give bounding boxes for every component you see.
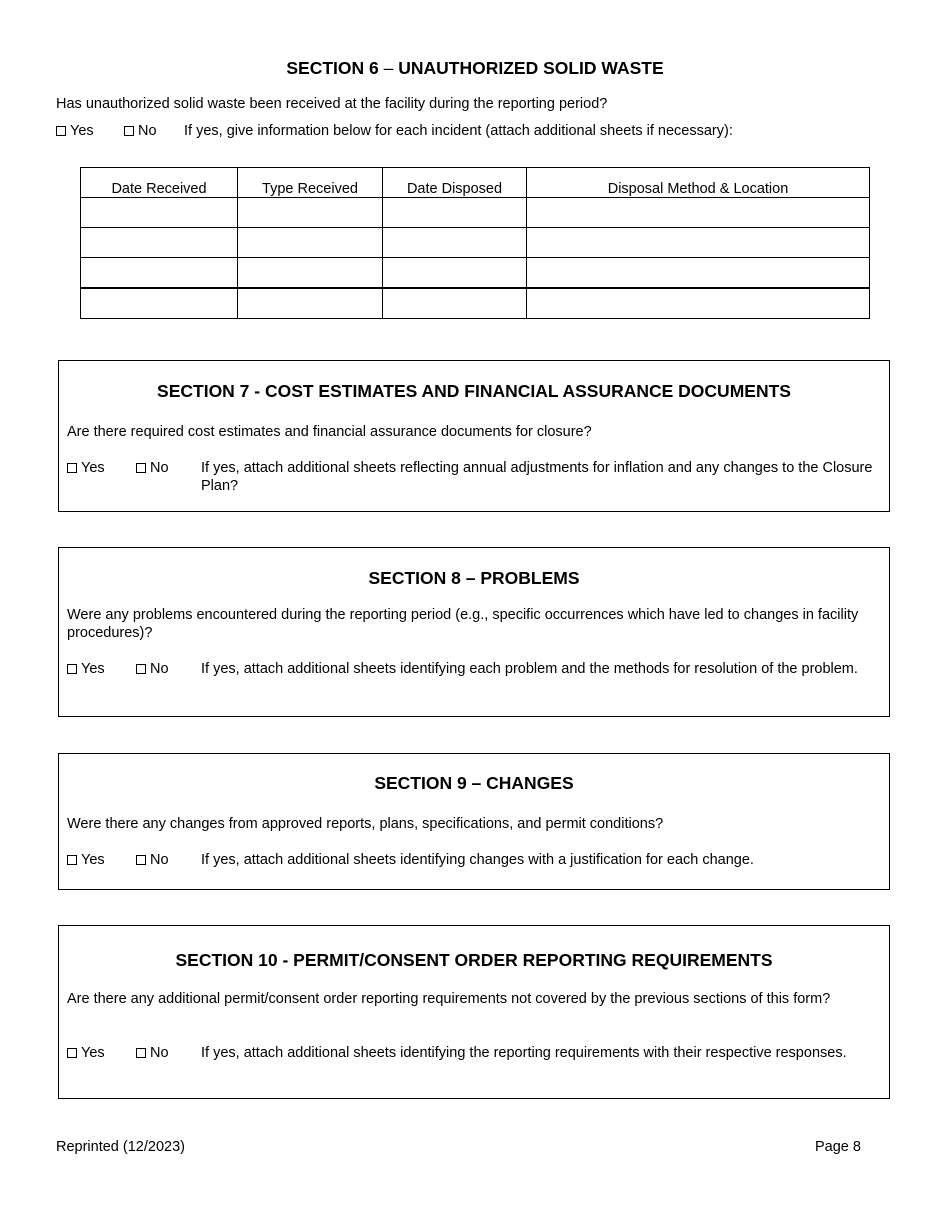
- yes-label: Yes: [70, 123, 94, 139]
- section-6-question: Has unauthorized solid waste been received at the facility during the reporting period?: [56, 96, 608, 112]
- section-6-instruction: If yes, give information below for each incident (attach additional sheets if necessary):: [184, 123, 733, 139]
- column-header: Date Received: [81, 168, 238, 198]
- table-cell-input[interactable]: [81, 228, 238, 258]
- no-checkbox[interactable]: [124, 126, 134, 136]
- table-cell-input[interactable]: [527, 258, 870, 289]
- no-label: No: [150, 852, 169, 868]
- table-cell-input[interactable]: [383, 228, 527, 258]
- no-label: No: [150, 661, 169, 677]
- section-7-title: SECTION 7 - COST ESTIMATES AND FINANCIAL ASSURANCE DOCUMENTS: [157, 381, 791, 401]
- table-cell-input[interactable]: [383, 258, 527, 289]
- table-cell-input[interactable]: [238, 228, 383, 258]
- table-cell-input[interactable]: [81, 258, 238, 289]
- yes-checkbox[interactable]: [67, 664, 77, 674]
- no-label: No: [150, 1045, 169, 1061]
- table-header-row: [81, 168, 870, 198]
- table-row: [81, 288, 870, 319]
- table-cell-input[interactable]: [527, 228, 870, 258]
- table-cell-input[interactable]: [81, 288, 238, 319]
- section-9-title: SECTION 9 – CHANGES: [374, 773, 574, 793]
- table-cell-input[interactable]: [238, 258, 383, 289]
- section-9-instruction: If yes, attach additional sheets identifying changes with a justification for each change.: [201, 852, 754, 868]
- yes-label: Yes: [81, 661, 105, 677]
- yes-label: Yes: [81, 460, 105, 476]
- yes-checkbox[interactable]: [67, 855, 77, 865]
- table-cell-input[interactable]: [383, 288, 527, 319]
- section-8-instruction: If yes, attach additional sheets identifying each problem and the methods for resolution of the problem.: [201, 661, 858, 677]
- section-9-no-option[interactable]: [136, 851, 169, 869]
- section-7-instruction: If yes, attach additional sheets reflecting annual adjustments for inflation and any changes to the Closure Plan?: [201, 460, 873, 494]
- section-10-yes-option[interactable]: [67, 1044, 105, 1062]
- table-row: [81, 198, 870, 228]
- unauthorized-waste-table: [80, 167, 870, 319]
- column-header: Type Received: [238, 168, 383, 198]
- section-6-no-option[interactable]: [124, 123, 157, 139]
- column-header: Date Disposed: [383, 168, 527, 198]
- section-8-yes-option[interactable]: [67, 660, 105, 678]
- section-6-title: SECTION 6 – UNAUTHORIZED SOLID WASTE: [286, 58, 664, 78]
- section-7-question: Are there required cost estimates and financial assurance documents for closure?: [67, 424, 592, 440]
- no-label: No: [150, 460, 169, 476]
- section-7-box: [58, 360, 890, 512]
- section-9-yes-option[interactable]: [67, 851, 105, 869]
- section-10-title: SECTION 10 - PERMIT/CONSENT ORDER REPORTING REQUIREMENTS: [175, 950, 773, 970]
- yes-label: Yes: [81, 852, 105, 868]
- table-row: [81, 258, 870, 289]
- page-number: Page 8: [815, 1139, 861, 1155]
- section-7-yes-option[interactable]: [67, 459, 105, 477]
- section-9-box: [58, 753, 890, 890]
- yes-checkbox[interactable]: [56, 126, 66, 136]
- table-cell-input[interactable]: [383, 198, 527, 228]
- section-10-no-option[interactable]: [136, 1044, 169, 1062]
- section-10-question: Are there any additional permit/consent order reporting requirements not covered by the previous sections of this form?: [67, 991, 831, 1007]
- section-8-title: SECTION 8 – PROBLEMS: [368, 568, 580, 588]
- footer-reprinted: Reprinted (12/2023): [56, 1139, 185, 1155]
- table-cell-input[interactable]: [238, 198, 383, 228]
- no-checkbox[interactable]: [136, 664, 146, 674]
- section-9-question: Were there any changes from approved reports, plans, specifications, and permit conditions?: [67, 816, 664, 832]
- table-row: [81, 228, 870, 258]
- table-cell-input[interactable]: [238, 288, 383, 319]
- no-checkbox[interactable]: [136, 1048, 146, 1058]
- table-cell-input[interactable]: [81, 198, 238, 228]
- no-checkbox[interactable]: [136, 855, 146, 865]
- table-cell-input[interactable]: [527, 198, 870, 228]
- column-header: Disposal Method & Location: [527, 168, 870, 198]
- no-checkbox[interactable]: [136, 463, 146, 473]
- no-label: No: [138, 123, 157, 139]
- section-8-no-option[interactable]: [136, 660, 169, 678]
- yes-checkbox[interactable]: [67, 463, 77, 473]
- section-10-instruction: If yes, attach additional sheets identifying the reporting requirements with their respective responses.: [201, 1045, 847, 1061]
- yes-label: Yes: [81, 1045, 105, 1061]
- table-cell-input[interactable]: [527, 288, 870, 319]
- section-8-box: [58, 547, 890, 717]
- section-10-box: [58, 925, 890, 1099]
- section-6-yes-option[interactable]: [56, 123, 94, 139]
- yes-checkbox[interactable]: [67, 1048, 77, 1058]
- section-8-question: Were any problems encountered during the reporting period (e.g., specific occurrences which have led to changes in facility procedures)?: [67, 607, 859, 641]
- section-7-no-option[interactable]: [136, 459, 169, 477]
